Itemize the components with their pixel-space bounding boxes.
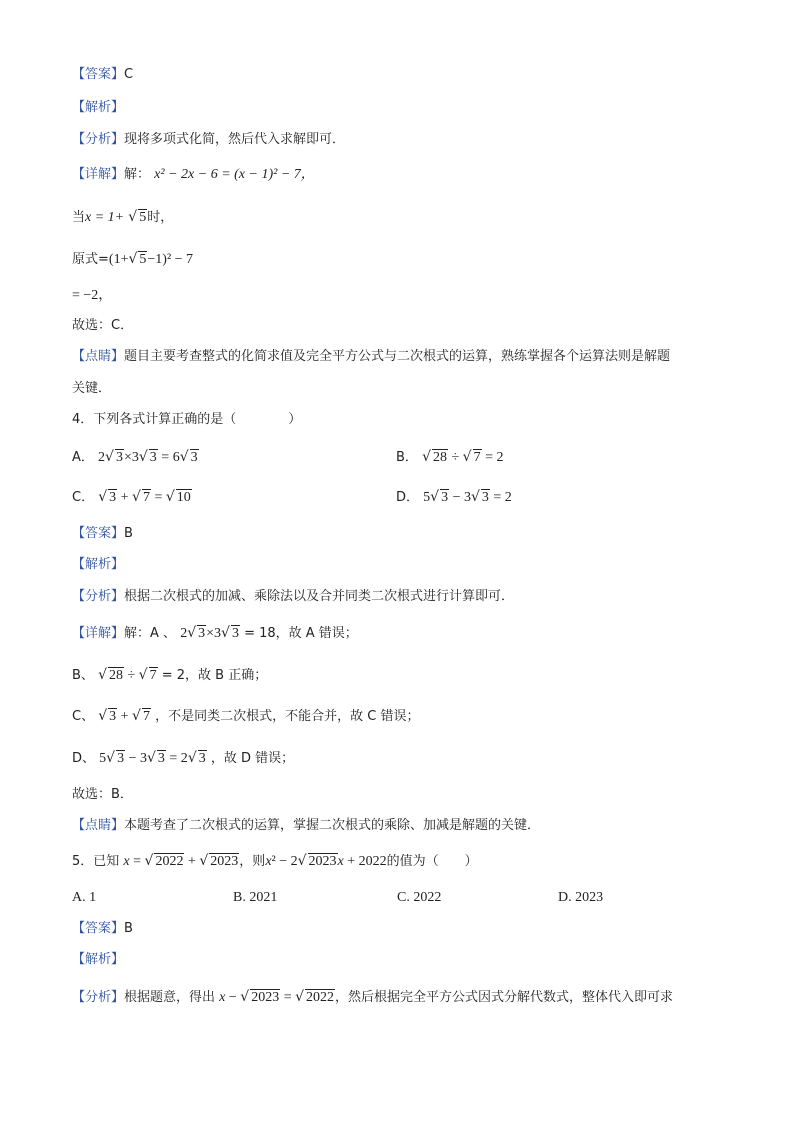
detail-end: ，故 D 错误； (210, 751, 295, 766)
analysis-label: 【解析】 (72, 952, 125, 967)
detail-math: 5√ 3 − 3√ 3 = 2√ 3 (99, 750, 206, 766)
answer-label: 【答案】 (72, 67, 125, 82)
stem-math2: x² − 2√ 2023x + 2022 (265, 853, 387, 869)
fenxi-label: 【分析】 (72, 132, 125, 147)
q5-answer-line (72, 920, 133, 938)
comment-label: 【点睛】 (72, 818, 125, 833)
step2-d: 时， (147, 210, 174, 225)
fenxi-math: x − √ 2023 = √ 2022 (219, 989, 335, 1005)
q3-step4-line (72, 287, 112, 305)
comment-label: 【点睛】 (72, 349, 125, 364)
q3-detail-line (72, 166, 315, 184)
q3-answer-line (72, 66, 133, 84)
q4-option-d (396, 488, 512, 507)
q4-fenxi-line (72, 588, 514, 606)
q3-comment-line2 (72, 380, 111, 398)
analysis-label: 【解析】 (72, 557, 125, 572)
option-math: √ 28 ÷ √ 7 = 2 (422, 449, 504, 465)
stem-b: ，则 (239, 854, 266, 869)
q4-choose-line (72, 786, 133, 804)
answer-value: C (124, 67, 134, 82)
comment-text: 本题考查了二次根式的运算，掌握二次根式的乘除、加减是解题的关键． (124, 818, 541, 833)
step3-a: 原式= (72, 252, 109, 267)
q4-analysis-line (72, 556, 124, 574)
detail-prefix: 解： (124, 167, 151, 182)
q5-option-c: C. 2022 (397, 890, 442, 905)
q5-option-a: A. 1 (72, 890, 97, 905)
answer-value: B (124, 526, 133, 541)
detail-label: 【详解】 (72, 167, 125, 182)
q5-option-d: D. 2023 (558, 890, 604, 905)
fenxi-text: 根据二次根式的加减、乘除法以及合并同类二次根式进行计算即可． (124, 589, 515, 604)
step2-a: 当 (72, 210, 86, 225)
q4-detail-d (72, 749, 294, 768)
detail-prefix: B、 (72, 668, 94, 683)
detail-prefix: C、 (72, 709, 95, 724)
q4-detail-a (72, 624, 358, 643)
q3-step3-line (72, 250, 193, 269)
detail-end: = 18，故 A 错误； (244, 626, 358, 641)
option-math: 2√ 3×3√ 3 = 6√ 3 (98, 449, 198, 465)
detail-prefix: D、 (72, 751, 96, 766)
q5-stem (72, 852, 478, 871)
analysis-label: 【解析】 (72, 100, 125, 115)
stem-c: 的值为（ ） (386, 854, 478, 869)
option-math: √ 3 + √ 7 = √ 10 (98, 489, 191, 505)
radicand: 5 (139, 210, 147, 225)
q4-option-b (396, 448, 504, 467)
q5-option-b: B. 2021 (233, 890, 278, 905)
sqrt-symbol: √ (128, 209, 138, 225)
detail-label: 【详解】 (72, 626, 125, 641)
stem-a: 5．已知 (72, 854, 120, 869)
detail-math: 2√ 3×3√ 3 (180, 625, 239, 641)
option-label: B． (396, 450, 418, 465)
fenxi-a: 根据题意，得出 (124, 990, 216, 1005)
q3-fenxi-line (72, 131, 345, 149)
step3-d: −1)² − 7 (147, 252, 194, 267)
option-math: 5√ 3 − 3√ 3 = 2 (423, 489, 512, 505)
q3-choose-line (72, 317, 133, 335)
q5-analysis-line (72, 951, 124, 969)
fenxi-b: ，然后根据完全平方公式因式分解代数式，整体代入即可求 (335, 990, 674, 1005)
choose-text: 故选：B． (72, 787, 133, 802)
option-label: A． (72, 450, 94, 465)
detail-math: √ 3 + √ 7 (98, 708, 150, 724)
step3-b: (1+ (108, 252, 129, 267)
detail-end: = 2，故 B 正确； (161, 668, 268, 683)
answer-label: 【答案】 (72, 921, 125, 936)
detail-end: ，不是同类二次根式，不能合并，故 C 错误； (155, 709, 420, 724)
step2-b: x = 1+ (85, 210, 125, 225)
q4-detail-b (72, 666, 267, 685)
q5-fenxi-line (72, 988, 673, 1007)
detail-math: √ 28 ÷ √ 7 (98, 667, 157, 683)
q4-comment-line (72, 817, 540, 835)
answer-value: B (124, 921, 133, 936)
fenxi-label: 【分析】 (72, 589, 125, 604)
q3-comment-line1 (72, 348, 670, 366)
q4-stem (72, 411, 301, 429)
detail-prefix: 解：A 、 (124, 626, 177, 641)
option-label: C． (72, 490, 95, 505)
q4-option-c (72, 488, 192, 507)
q4-answer-line (72, 525, 133, 543)
stem-math1: x = √ 2022 + √ 2023 (123, 853, 239, 869)
comment-text: 关键． (72, 381, 112, 396)
fenxi-text: 现将多项式化简，然后代入求解即可． (124, 132, 346, 147)
option-label: D． (396, 490, 420, 505)
q4-option-a (72, 448, 199, 467)
fenxi-label: 【分析】 (72, 990, 125, 1005)
choose-text: 故选：C． (72, 318, 134, 333)
step4: = −2， (72, 288, 113, 303)
q3-step2-line (72, 208, 173, 227)
radicand: 5 (139, 252, 147, 267)
sqrt-symbol: √ (128, 251, 138, 267)
answer-label: 【答案】 (72, 526, 125, 541)
q4-detail-c (72, 707, 419, 726)
comment-text: 题目主要考查整式的化简求值及完全平方公式与二次根式的运算，熟练掌握各个运算法则是解题 (124, 349, 671, 364)
question-stem: 4．下列各式计算正确的是（ ） (72, 412, 302, 427)
math-step1: x² − 2x − 6 = (x − 1)² − 7， (154, 167, 315, 182)
q3-analysis-line (72, 99, 124, 117)
